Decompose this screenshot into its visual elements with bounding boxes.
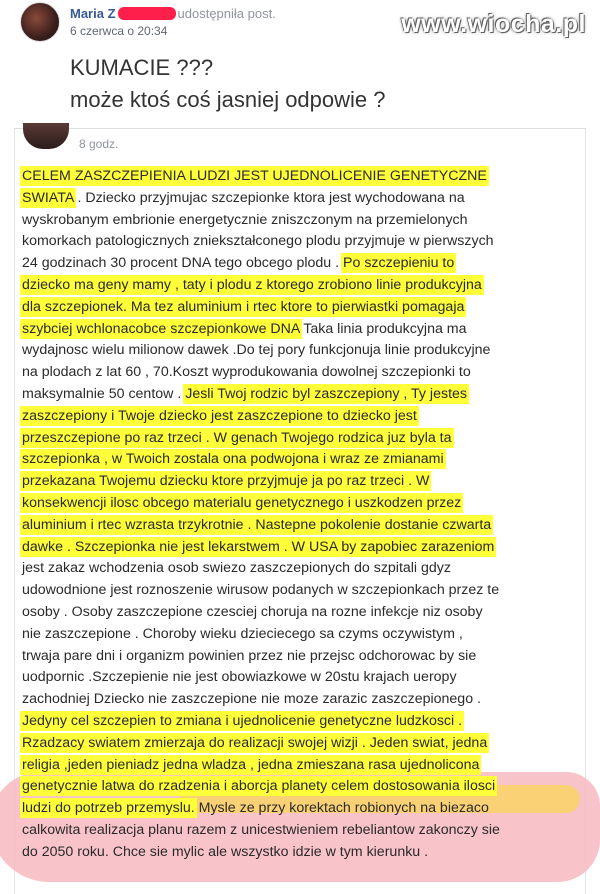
- highlighted-text: aluminium i rtec wzrasta trzykrotnie . Nastepne pokolenie dostanie czwarta: [22, 516, 492, 533]
- shared-label: udostępniła: [177, 6, 245, 21]
- shared-post-body: [22, 166, 582, 864]
- body-line: [22, 776, 582, 798]
- highlighted-text: konsekwencji ilosc obcego materialu genetycznego i uszkodzen przez: [22, 494, 462, 511]
- body-text-segment: wyskrobanym embrionie energetycznie zniszczonym na przemielonych: [22, 211, 468, 228]
- body-text-segment: komorkach patologicznych zniekształconego plodu przyjmuje w pierwszych: [22, 233, 494, 250]
- body-line: [22, 188, 582, 210]
- body-text-segment: do 2050 roku. Chce sie mylic ale wszystko idzie w tym kierunku .: [22, 843, 429, 860]
- body-text-segment: trwaja pare dni i organizm powinien przez nie przejsc odchorowac by sie: [22, 647, 477, 664]
- redaction-mark: [118, 7, 176, 20]
- highlighted-text: zaszczepiony i Twoje dziecko jest zaszczepione to dziecko jest: [22, 407, 417, 424]
- body-line: [22, 798, 582, 820]
- highlighted-text: genetycznie latwa do rzadzenia i aborcja planety celem dostosowania ilosci: [22, 778, 496, 795]
- highlighted-text: Jesli Twoj rodzic byl zaszczepiony , Ty jestes: [185, 385, 467, 402]
- body-text-segment: wydajnosc wielu milionow dawek .Do tej pory funkcjonuja linie produkcyjne: [22, 342, 491, 359]
- body-text-segment: Taka linia produkcyjna ma: [299, 320, 467, 337]
- body-line: [22, 449, 582, 471]
- body-line: [22, 340, 582, 362]
- body-line: [22, 253, 582, 275]
- body-line: [22, 602, 582, 624]
- body-text-segment: . Dziecko przyjmujac szczepionke ktora jest wychodowana na: [73, 189, 465, 206]
- body-line: [22, 580, 582, 602]
- highlighted-text: Rzadzacy swiatem zmierzaja do realizacji swojej wizji . Jeden swiat, jedna: [22, 734, 488, 751]
- body-text-segment: na plodach z lat 60 , 70.Koszt wyprodukowania dowolnej szczepionki to: [22, 364, 471, 381]
- highlighted-text: zapobiec zarazeniom: [360, 538, 495, 555]
- shared-post-time-link[interactable]: 8 godz.: [79, 137, 119, 151]
- message-line-2: może ktoś coś jasniej odpowie ?: [70, 87, 386, 112]
- body-text-segment: maksymalnie 50 centow .: [22, 385, 186, 402]
- body-line: [22, 231, 582, 253]
- body-text-segment: uodpornic .Szczepienie nie jest obowiazkowe w 20stu krajach ueropy: [22, 669, 457, 686]
- body-line: [22, 537, 582, 559]
- highlighted-text: przekazana Twojemu dziecku ktore przyjmuje ja po raz trzeci . W: [22, 473, 430, 490]
- body-line: [22, 319, 582, 341]
- body-text-segment: jest zakaz wchodzenia osob swiezo zaszczepionych do szpitali gdyz: [22, 560, 451, 577]
- highlighted-text: dziecko ma geny mamy , taty i plodu z ktorego zrobiono linie produkcyjna: [22, 276, 482, 293]
- body-line: [22, 493, 582, 515]
- highlighted-text: szczepionka , w Twoich zostala ona podwojona i wraz ze zmianami: [22, 451, 444, 468]
- body-line: [22, 646, 582, 668]
- body-text-segment: udowodnione jest roznoszenie wirusow podanych w szczepionkach przez te: [22, 582, 500, 599]
- shared-post-link[interactable]: post.: [247, 6, 276, 21]
- highlighted-text: Jedyny cel szczepien to zmiana i ujednolicenie genetyczne ludzkosci .: [22, 712, 463, 729]
- highlighted-text: ludzi do potrzeb przemyslu.: [22, 800, 195, 817]
- highlighted-text: przeszczepione po raz trzeci . W genach Twojego rodzica juz byla ta: [22, 429, 452, 446]
- body-line: [22, 842, 582, 864]
- body-line: [22, 689, 582, 711]
- highlighted-text: szybciej wchlonacobce szczepionkowe DNA: [22, 320, 300, 337]
- highlighted-text: SWIATA: [22, 189, 74, 206]
- body-line: [22, 667, 582, 689]
- shared-author-avatar[interactable]: [23, 123, 69, 149]
- body-text-segment: zachodniej Dziecko nie zaszczepione nie moze zarazic zaszczepionego .: [22, 691, 481, 708]
- body-line: [22, 275, 582, 297]
- highlighted-text: dawke . Szczepionka nie jest lekarstwem . W USA by: [22, 538, 361, 555]
- post-date-link[interactable]: 6 czerwca o 20:34: [70, 24, 168, 38]
- body-text-segment: calkowita realizacja planu razem z unicestwieniem rebeliantow zakonczy sie: [22, 821, 500, 838]
- body-text-segment: Mysle ze przy korektach robionych na biezaco: [194, 800, 489, 817]
- body-text-segment: nie zaszczepione . Choroby wieku dzieciecego sa czyms oczywistym ,: [22, 625, 463, 642]
- body-line: [22, 515, 582, 537]
- body-text-segment: osoby . Osoby zaszczepione czesciej choruja na rozne infekcje niz osoby: [22, 603, 483, 620]
- highlighted-text: Po szczepieniu to: [343, 255, 455, 272]
- author-line: [70, 6, 276, 21]
- highlighted-text: religia ,jeden pieniadz jedna wladza , jedna zmieszana rasa ujednolicona: [22, 756, 480, 773]
- message-line-1: KUMACIE ???: [70, 55, 214, 80]
- body-line: [22, 624, 582, 646]
- highlighted-text: dla szczepionek. Ma tez aluminium i rtec ktore to pierwiastki pomagaja: [22, 298, 465, 315]
- body-line: [22, 297, 582, 319]
- body-line: [22, 755, 582, 777]
- body-text-segment: 24 godzinach 30 procent DNA tego obcego plodu .: [22, 255, 344, 272]
- body-line: [22, 558, 582, 580]
- body-line: [22, 711, 582, 733]
- post-message: [70, 52, 386, 116]
- site-watermark: www.wiocha.pl: [401, 10, 586, 38]
- body-line: [22, 166, 582, 188]
- body-line: [22, 406, 582, 428]
- body-line: [22, 820, 582, 842]
- body-line: [22, 384, 582, 406]
- highlighted-text: CELEM ZASZCZEPIENIA LUDZI JEST UJEDNOLICENIE GENETYCZNE: [22, 168, 487, 184]
- body-line: [22, 428, 582, 450]
- author-name-link[interactable]: Maria Z: [70, 6, 116, 21]
- body-line: [22, 210, 582, 232]
- body-line: [22, 471, 582, 493]
- body-line: [22, 362, 582, 384]
- body-line: [22, 733, 582, 755]
- author-avatar[interactable]: [20, 2, 60, 42]
